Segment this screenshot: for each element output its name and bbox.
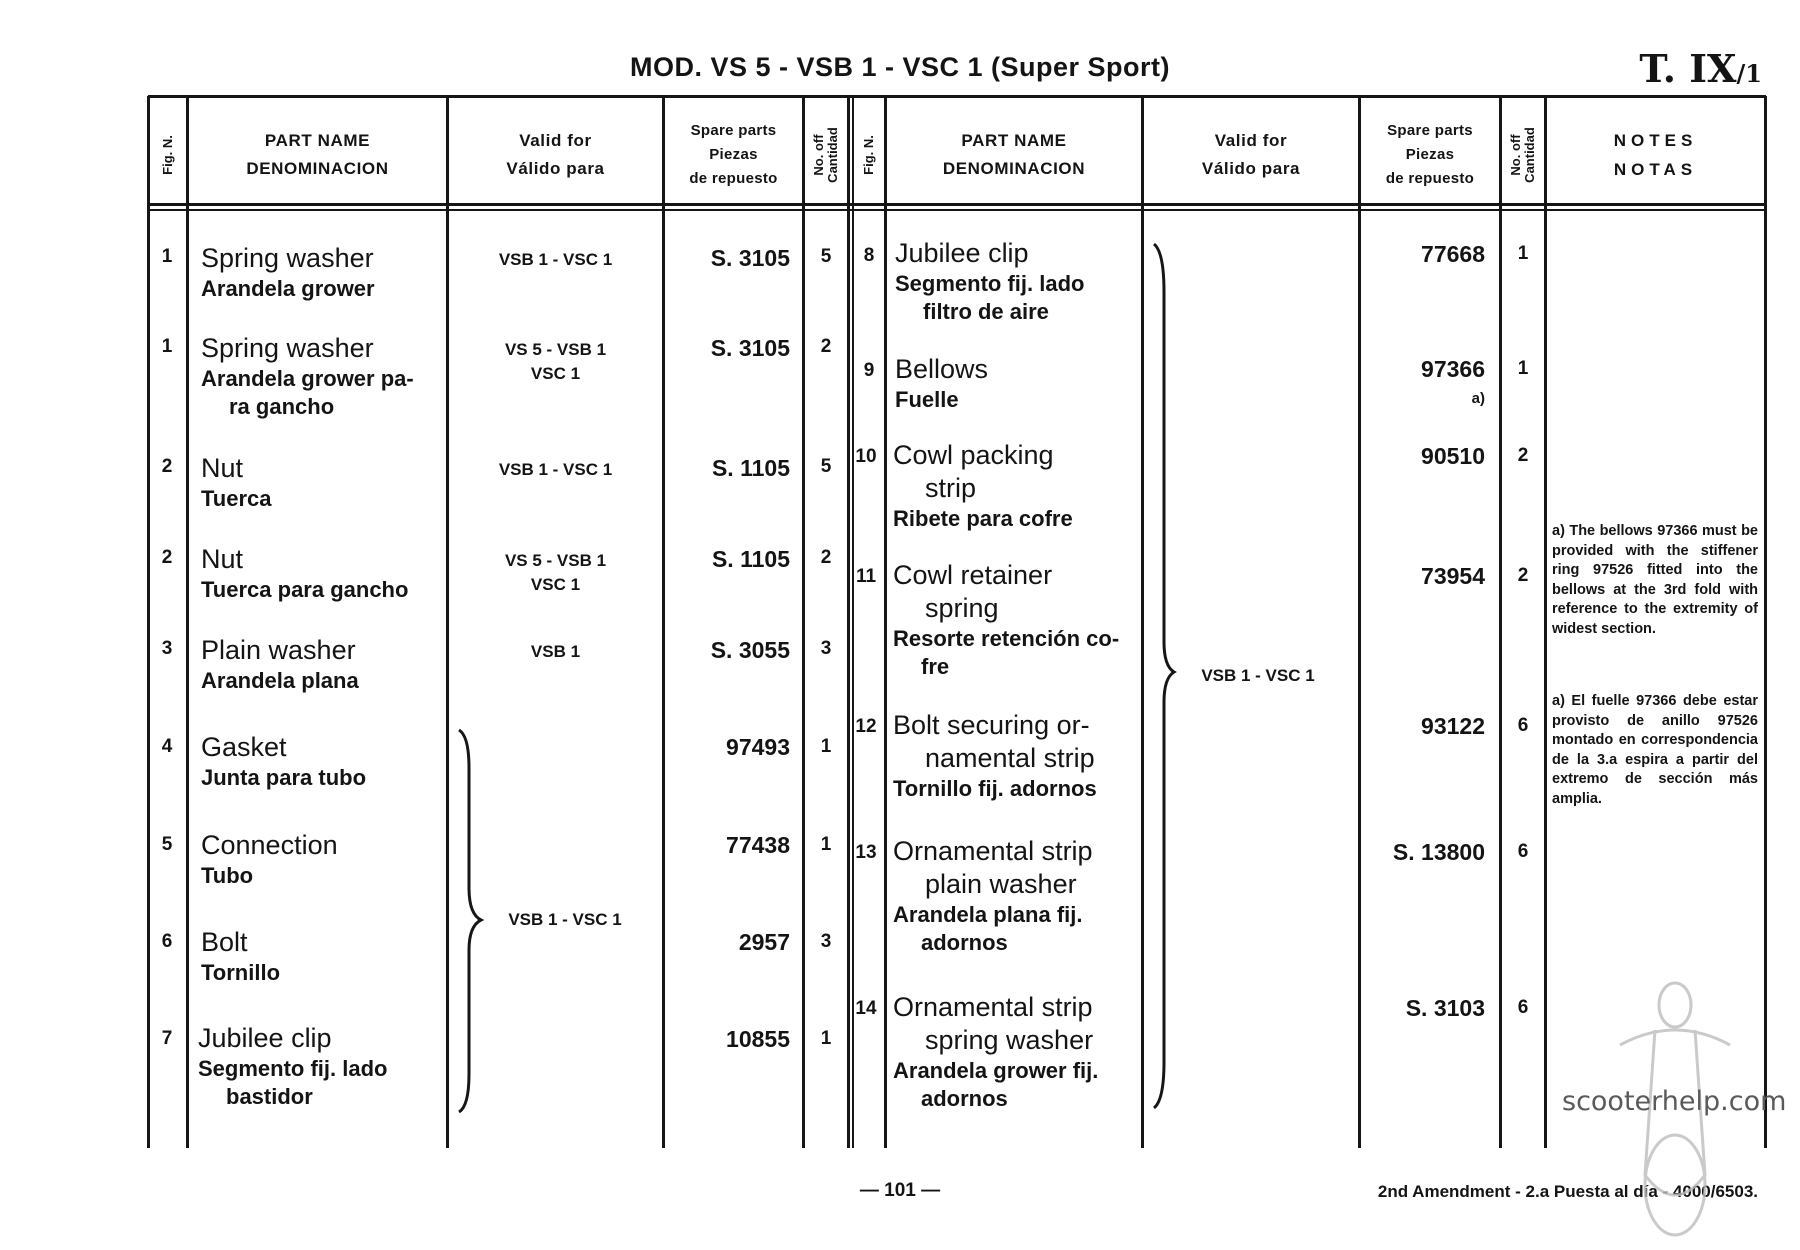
watermark: scooterhelp.com [1562,1086,1787,1117]
part-name: Nut Tuerca para gancho [201,544,409,602]
table-top-border [148,95,1766,98]
valid-for: VSB 1 [530,642,581,661]
quantity: 2 [1517,565,1529,586]
part-number: 73954 [1421,563,1485,589]
quantity: 1 [1517,358,1529,379]
col-divider [847,96,850,1148]
fig-number: 1 [161,246,173,267]
header-spare-parts: Spare parts Piezas de repuesto [1385,122,1475,187]
part-number: 90510 [1421,443,1485,469]
group-valid-for: VSB 1 - VSC 1 [508,910,622,929]
part-name: Jubilee clip Segmento fij. lado filtro de aire [895,238,1085,324]
amendment-note: 2nd Amendment - 2.a Puesta al día - 4000/6503. [1377,1182,1758,1201]
fig-number: 7 [161,1028,173,1049]
plate-main: T. IX [1639,46,1737,91]
group-valid-for: VSB 1 - VSC 1 [1201,666,1315,685]
header-qty: No. off Cantidad [811,127,840,183]
valid-for: VSB 1 - VSC 1 [498,460,613,479]
part-number: S. 3105 [710,245,790,271]
part-name: Connection Tubo [201,830,338,888]
part-number: 10855 [726,1026,790,1052]
part-name: Jubilee clip Segmento fij. lado bastidor [198,1023,388,1109]
part-name: Gasket Junta para tubo [201,732,367,790]
fig-number: 8 [863,245,875,266]
quantity: 1 [1517,243,1529,264]
valid-for: VS 5 - VSB 1 VSC 1 [504,551,607,594]
header-qty: No. off Cantidad [1508,127,1537,183]
fig-number: 2 [161,547,173,568]
valid-for: VSB 1 - VSC 1 [498,250,613,269]
part-name: Spring washer Arandela grower [201,243,375,301]
quantity: 1 [820,736,832,757]
page-title: MOD. VS 5 - VSB 1 - VSC 1 (Super Sport) [629,52,1171,82]
note-english: a) The bellows 97366 must be provided with the stiffener ring 97526 fitted into the bellows at the 3rd fold with reference to the extremity of widest section. [1552,523,1758,637]
fig-number: 4 [161,736,173,757]
quantity: 2 [820,336,832,357]
col-divider [1764,96,1767,1148]
header-valid-for: Valid for Válido para [506,131,605,178]
part-number: 77438 [726,832,790,858]
quantity: 3 [820,638,832,659]
fig-number: 6 [161,931,173,952]
part-number: S. 3103 [1405,995,1485,1021]
part-name: Spring washer Arandela grower pa- ra gancho [201,333,414,419]
header-spare-parts: Spare parts Piezas de repuesto [689,122,778,187]
col-divider [147,96,150,1148]
part-name: Bellows Fuelle [895,354,989,412]
quantity: 3 [820,931,832,952]
note-ref: a) [1471,390,1485,407]
part-number: 2957 [738,929,790,955]
fig-number: 5 [161,834,173,855]
header-valid-for: Valid for Válido para [1201,131,1301,178]
fig-number: 3 [161,638,173,659]
fig-number: 1 [161,336,173,357]
part-name: Bolt Tornillo [201,927,281,985]
quantity: 2 [820,547,832,568]
part-number: 77668 [1421,241,1485,267]
page-number: — 101 — [859,1180,941,1201]
fig-number: 14 [855,998,877,1019]
part-name: Cowl retainer spring Resorte retención co- fre [893,560,1120,679]
fig-number: 2 [161,456,173,477]
fig-number: 13 [855,842,877,863]
quantity: 1 [820,1028,832,1049]
part-number: S. 13800 [1392,839,1485,865]
part-name: Plain washer Arandela plana [201,635,359,693]
header-part-name: PART NAME DENOMINACION [942,131,1086,178]
fig-number: 9 [863,360,875,381]
valid-for: VS 5 - VSB 1 VSC 1 [504,340,607,383]
col-divider [186,96,189,1148]
part-number: 93122 [1421,713,1485,739]
part-name: Ornamental strip plain washer Arandela plana fij. adornos [893,836,1093,955]
header-bottom-border-2 [148,209,1766,211]
part-name: Cowl packing strip Ribete para cofre [893,440,1073,531]
part-name: Nut Tuerca [201,453,272,511]
part-number: S. 3105 [710,335,790,361]
fig-number: 10 [855,446,877,467]
quantity: 2 [1517,445,1529,466]
col-divider [884,96,887,1148]
quantity: 6 [1517,715,1529,736]
part-name: Bolt securing or- namental strip Tornillo fij. adornos [893,710,1097,801]
part-number: 97366 a) [1421,356,1485,407]
col-divider [1141,96,1144,1148]
quantity: 1 [820,834,832,855]
quantity: 5 [820,246,832,267]
fig-number: 11 [855,566,877,587]
plate-sub: /1 [1736,59,1762,88]
part-number: S. 3055 [710,637,790,663]
col-divider [1544,96,1547,1148]
part-number: S. 1105 [711,455,790,481]
header-fig: Fig. N. [861,135,876,175]
header-notes: NOTES NOTAS [1613,131,1698,179]
part-number: 97493 [726,734,790,760]
part-number: S. 1105 [711,546,790,572]
header-fig: Fig. N. [159,135,175,175]
quantity: 6 [1517,841,1529,862]
quantity: 5 [820,456,832,477]
fig-number: 12 [855,716,877,737]
quantity: 6 [1517,997,1529,1018]
header-part-name: PART NAME DENOMINACION [246,131,389,178]
plate-number [1639,46,1762,91]
note-spanish: a) El fuelle 97366 debe estar provisto de anillo 97526 montado en correspondencia de la 3.a espira a partir del extremo de sección más amplia. [1552,693,1758,807]
part-name: Ornamental strip spring washer Arandela grower fij. adornos [893,992,1099,1111]
